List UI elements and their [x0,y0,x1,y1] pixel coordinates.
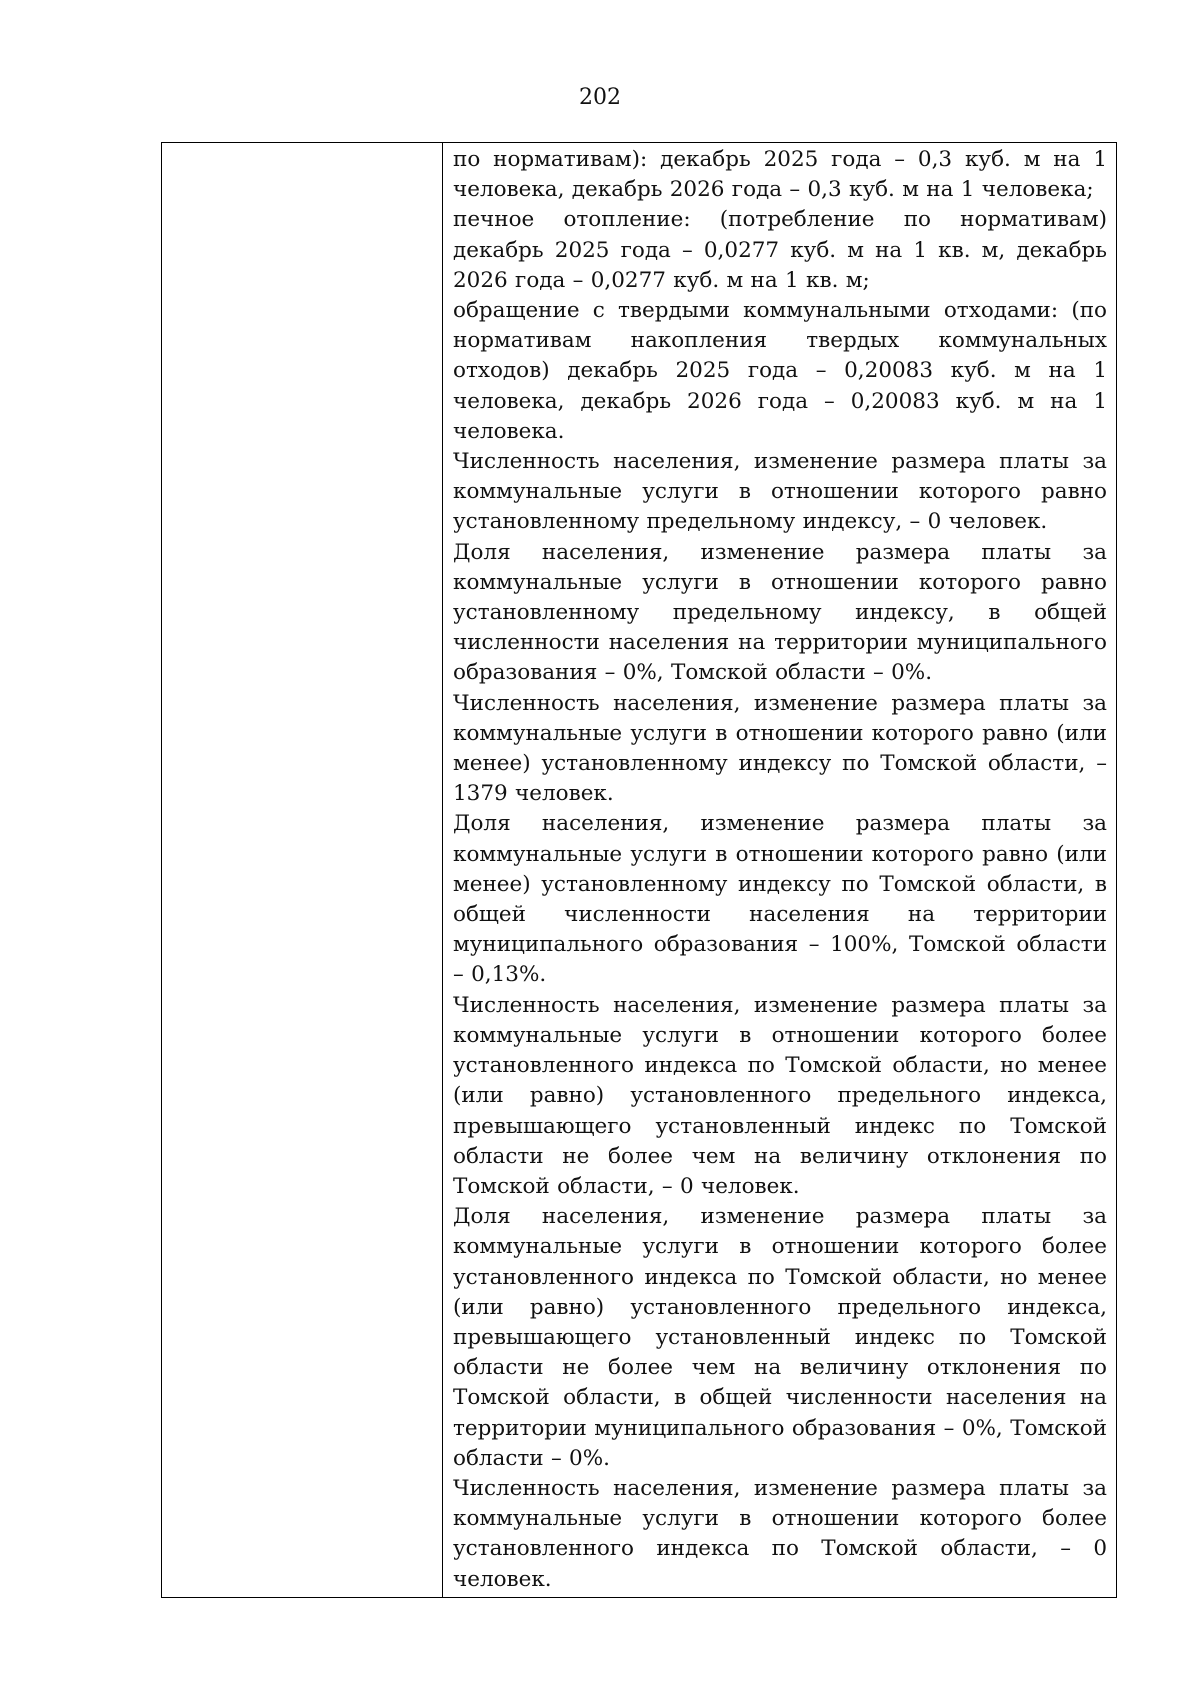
paragraph-population-above-index: Численность населения, изменение размера платы за коммунальные услуги в отношении которого более установленного индекса по Томской области, – 0 человек. [453,1475,1107,1592]
document-table [161,142,1117,1598]
paragraph-share-equal-limit: Доля населения, изменение размера платы за коммунальные услуги в отношении которого равно установленному предельному индексу, в общей численности населения на территории муниципального образования – 0%, Томской области – 0%. [453,539,1107,686]
table-cell-right [443,143,1117,1598]
page-number: 202 [579,85,621,110]
paragraph-cold-water-norms: по нормативам): декабрь 2025 года – 0,3 куб. м на 1 человека, декабрь 2026 года – 0,3 куб. м на 1 человека; [453,147,1107,203]
paragraph-population-below-index: Численность населения, изменение размера платы за коммунальные услуги в отношении которого равно (или менее) установленному индексу по Томской области, – 1379 человек. [453,690,1107,807]
table-cell-left [162,143,443,1598]
paragraph-share-below-index: Доля населения, изменение размера платы за коммунальные услуги в отношении которого равно (или менее) установленному индексу по Томской области, в общей численности населения на территории муниципального образования – 100%, Томской области – 0,13%. [453,811,1107,988]
paragraph-share-within-deviation: Доля населения, изменение размера платы за коммунальные услуги в отношении которого более установленного индекса по Томской области, но менее (или равно) установленного предельного индекса, превышающего установленный индекс по Томской области не более чем на величину отклонения по Томской области, в общей численности населения на территории муниципального образования – 0%, Томской области – 0%. [453,1204,1107,1471]
paragraph-population-within-deviation: Численность населения, изменение размера платы за коммунальные услуги в отношении которого более установленного индекса по Томской области, но менее (или равно) установленного предельного индекса, превышающего установленный индекс по Томской области не более чем на величину отклонения по Томской области, – 0 человек. [453,992,1107,1199]
paragraph-stove-heating: печное отопление: (потребление по нормативам) декабрь 2025 года – 0,0277 куб. м на 1 кв. м, декабрь 2026 года – 0,0277 куб. м на 1 кв. м; [453,207,1107,293]
paragraph-population-equal-limit: Численность населения, изменение размера платы за коммунальные услуги в отношении которого равно установленному предельному индексу, – 0 человек. [453,449,1107,535]
paragraph-solid-waste: обращение с твердыми коммунальными отходами: (по нормативам накопления твердых коммунальных отходов) декабрь 2025 года – 0,20083 куб. м на 1 человека, декабрь 2026 года – 0,20083 куб. м на 1 человека. [453,298,1107,444]
table-row [162,143,1117,1598]
